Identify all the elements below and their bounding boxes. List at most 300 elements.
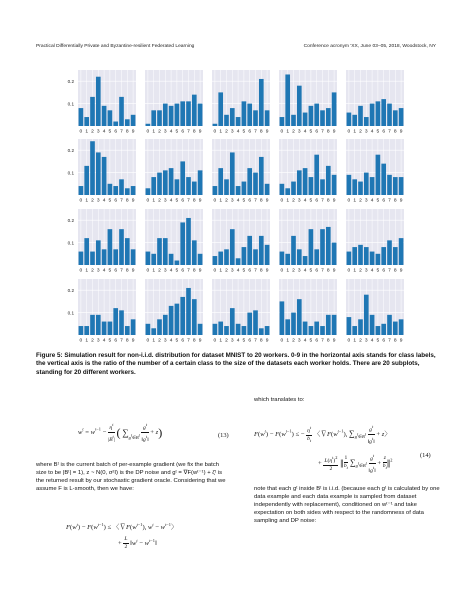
bar: [285, 74, 290, 126]
x-tick-label: 6: [248, 338, 252, 344]
bar: [280, 252, 285, 265]
subplot-17: [145, 279, 203, 344]
x-tick-label: 5: [175, 129, 179, 135]
x-tick-label: 4: [102, 268, 106, 274]
x-tick-label: 1: [85, 338, 89, 344]
x-tick-label: 9: [131, 198, 135, 204]
bar: [259, 328, 264, 335]
x-tick-label: 4: [370, 268, 374, 274]
x-tick-label: 5: [242, 268, 246, 274]
bar: [90, 97, 95, 126]
bar: [381, 164, 386, 195]
x-tick-label: 8: [393, 268, 397, 274]
x-tick-label: 5: [242, 129, 246, 135]
bar: [213, 324, 218, 335]
x-tick-label: 1: [353, 129, 357, 135]
bar: [265, 326, 270, 335]
x-tick-label: 5: [108, 338, 112, 344]
x-tick-label: 3: [96, 268, 100, 274]
y-tick-label: 0.1: [67, 310, 74, 316]
x-tick-label: 6: [315, 268, 319, 274]
bar: [381, 324, 386, 335]
bar: [364, 173, 369, 195]
bar: [218, 252, 223, 265]
bar: [370, 252, 375, 265]
bar: [253, 310, 258, 335]
bar: [186, 177, 191, 195]
bar: [131, 319, 136, 335]
x-tick-label: 4: [169, 129, 173, 135]
subplot-7: [145, 139, 203, 204]
x-tick-label: 5: [175, 268, 179, 274]
bar: [320, 179, 325, 195]
x-tick-label: 0: [79, 268, 83, 274]
bar: [332, 315, 337, 335]
bar: [242, 247, 247, 265]
x-tick-label: 1: [353, 338, 357, 344]
x-tick-label: 2: [359, 268, 362, 274]
bar: [303, 168, 308, 195]
bar: [247, 236, 252, 265]
x-tick-label: 2: [359, 338, 362, 344]
bar: [113, 308, 118, 335]
bar: [96, 152, 101, 195]
x-tick-label: 9: [332, 198, 336, 204]
bar: [192, 95, 197, 126]
x-tick-label: 7: [321, 198, 324, 204]
bar: [280, 301, 285, 335]
x-tick-label: 8: [393, 198, 397, 204]
bar: [347, 175, 352, 195]
bar: [393, 110, 398, 126]
bar: [291, 182, 296, 195]
bar: [236, 117, 241, 126]
bar: [347, 252, 352, 265]
x-tick-label: 8: [393, 129, 397, 135]
subplot-11: [68, 209, 136, 274]
x-tick-label: 4: [303, 198, 307, 204]
bar: [358, 182, 363, 195]
x-tick-label: 7: [254, 338, 257, 344]
bar: [236, 258, 241, 265]
y-tick-label: 0.1: [67, 240, 74, 246]
bar: [320, 110, 325, 126]
bar: [280, 184, 285, 195]
bar: [157, 238, 162, 265]
x-tick-label: 7: [254, 198, 257, 204]
x-tick-label: 5: [309, 338, 313, 344]
bar: [125, 238, 130, 265]
x-tick-label: 0: [347, 129, 351, 135]
x-tick-label: 8: [326, 268, 330, 274]
bar: [387, 240, 392, 265]
x-tick-label: 4: [169, 338, 173, 344]
subplot-18: [212, 279, 270, 344]
x-tick-label: 5: [242, 198, 246, 204]
x-tick-label: 4: [236, 338, 240, 344]
bar: [326, 227, 331, 265]
bar: [381, 99, 386, 126]
bar: [125, 119, 130, 126]
x-tick-label: 0: [213, 198, 217, 204]
translates-text: which translates to:: [254, 397, 305, 403]
x-tick-label: 1: [152, 338, 156, 344]
x-tick-label: 7: [187, 268, 190, 274]
x-tick-label: 7: [120, 268, 123, 274]
x-tick-label: 0: [213, 268, 217, 274]
bar: [163, 104, 168, 126]
x-tick-label: 3: [364, 198, 368, 204]
bar: [96, 240, 101, 265]
x-tick-label: 5: [242, 338, 246, 344]
x-tick-label: 1: [152, 198, 156, 204]
equation-14-line1: $F(w^t) - F(w^{t-1})$ ≤ − $\frac{\eta^t}{b_t}$ 〈$\nabla F(w^{t-1})$, $\sum_{g^t\in B^t}$ $\frac{g^t}{‖g^t‖}$ + z〉: [254, 424, 391, 445]
bar: [213, 124, 218, 126]
x-tick-label: 5: [108, 268, 112, 274]
bar: [84, 238, 89, 265]
bar: [79, 326, 84, 335]
x-tick-label: 3: [163, 129, 167, 135]
x-tick-label: 7: [254, 268, 257, 274]
subplot-19: [279, 279, 337, 344]
bar: [399, 108, 404, 126]
bar: [224, 326, 229, 335]
bar: [146, 324, 151, 335]
x-tick-label: 9: [198, 268, 202, 274]
x-tick-label: 8: [393, 338, 397, 344]
bar: [242, 182, 247, 195]
x-tick-label: 4: [370, 198, 374, 204]
subplot-20: [346, 279, 404, 344]
x-tick-label: 7: [120, 338, 123, 344]
x-tick-label: 6: [181, 268, 185, 274]
x-tick-label: 9: [399, 268, 403, 274]
bar: [119, 229, 124, 265]
bar: [108, 184, 113, 195]
bar: [90, 141, 95, 195]
x-tick-label: 7: [187, 338, 190, 344]
bar: [314, 249, 319, 265]
bar: [320, 326, 325, 335]
left-paragraph: where Bᵗ is the current batch of per-example gradient (we fix the batch size to be |Bᵗ| = 1), z ~ N(0, σ²I) is the DP noise and gᵗ = ∇F(wᵗ⁻¹) + ζᵗ is the returned result by our stochastic gradient oracle. Considering that we assume F is L-smooth, then we have:: [36, 462, 226, 492]
bar: [230, 152, 235, 195]
x-tick-label: 9: [131, 338, 135, 344]
x-tick-label: 1: [85, 129, 89, 135]
bar: [297, 299, 302, 335]
subplot-2: [145, 70, 203, 135]
x-tick-label: 2: [225, 129, 228, 135]
bar: [218, 92, 223, 126]
bar: [370, 315, 375, 335]
x-tick-label: 3: [163, 198, 167, 204]
x-tick-label: 2: [91, 129, 94, 135]
x-tick-label: 9: [265, 198, 269, 204]
x-tick-label: 1: [353, 198, 357, 204]
subplot-16: [68, 279, 136, 344]
subplot-5: [346, 70, 404, 135]
equation-14-number: (14): [420, 452, 431, 459]
bar: [259, 157, 264, 195]
bar: [370, 104, 375, 126]
bar: [90, 315, 95, 335]
bar: [309, 177, 314, 195]
bar: [151, 328, 156, 335]
x-tick-label: 0: [347, 198, 351, 204]
x-tick-label: 3: [297, 268, 301, 274]
bar: [79, 108, 84, 126]
bar: [163, 238, 168, 265]
x-tick-label: 6: [248, 268, 252, 274]
x-tick-label: 8: [326, 198, 330, 204]
bar: [297, 170, 302, 195]
x-tick-label: 0: [347, 268, 351, 274]
bar: [157, 173, 162, 195]
x-tick-label: 4: [102, 198, 106, 204]
x-tick-label: 2: [225, 268, 228, 274]
x-tick-label: 1: [85, 268, 89, 274]
x-tick-label: 9: [198, 129, 202, 135]
bar: [376, 326, 381, 335]
bar: [358, 245, 363, 265]
x-tick-label: 7: [120, 129, 123, 135]
bar: [186, 288, 191, 335]
x-tick-label: 7: [187, 129, 190, 135]
bar: [309, 229, 314, 265]
subplot-12: [145, 209, 203, 274]
x-tick-label: 5: [376, 268, 380, 274]
x-tick-label: 0: [280, 129, 284, 135]
y-tick-label: 0.1: [67, 101, 74, 107]
x-tick-label: 6: [382, 268, 386, 274]
bar: [180, 101, 185, 126]
subplot-13: [212, 209, 270, 274]
subplot-4: [279, 70, 337, 135]
y-tick-label: 0.2: [67, 78, 74, 84]
bar: [125, 326, 130, 335]
x-tick-label: 3: [297, 198, 301, 204]
x-tick-label: 0: [280, 198, 284, 204]
bar: [113, 249, 118, 265]
bar: [297, 249, 302, 265]
equation-13: $w^t = w^{t-1}$ − $\frac{\eta^t}{|B^t|}$ ( $\sum_{g^t\in B^t}$ $\frac{g^t}{‖g^t‖}$ + z): [78, 422, 163, 443]
x-tick-label: 4: [169, 268, 173, 274]
bar: [175, 179, 180, 195]
bar: [314, 155, 319, 195]
x-tick-label: 1: [152, 129, 156, 135]
x-tick-label: 4: [169, 198, 173, 204]
bar: [352, 247, 357, 265]
bar: [387, 315, 392, 335]
bar: [151, 110, 156, 126]
x-tick-label: 7: [388, 129, 391, 135]
x-tick-label: 6: [181, 129, 185, 135]
bar: [131, 186, 136, 195]
bar: [169, 306, 174, 335]
x-tick-label: 6: [114, 268, 118, 274]
x-tick-label: 1: [219, 198, 223, 204]
x-tick-label: 0: [79, 338, 83, 344]
x-tick-label: 5: [175, 198, 179, 204]
bar: [131, 249, 136, 265]
bar: [242, 326, 247, 335]
x-tick-label: 8: [192, 198, 196, 204]
bar: [125, 188, 130, 195]
x-tick-label: 1: [353, 268, 357, 274]
subplot-6: [68, 139, 136, 204]
bar: [352, 179, 357, 195]
x-tick-label: 3: [96, 129, 100, 135]
y-tick-label: 0.2: [67, 287, 74, 293]
x-tick-label: 5: [376, 338, 380, 344]
bar: [198, 170, 203, 195]
bar: [364, 295, 369, 335]
bar: [352, 326, 357, 335]
x-tick-label: 2: [225, 198, 228, 204]
bar: [242, 101, 247, 126]
bar: [108, 229, 113, 265]
x-tick-label: 5: [309, 198, 313, 204]
bar: [96, 77, 101, 126]
x-tick-label: 2: [91, 198, 94, 204]
x-tick-label: 0: [146, 198, 150, 204]
bar: [169, 106, 174, 126]
bar: [253, 249, 258, 265]
bar: [291, 236, 296, 265]
bar: [198, 104, 203, 126]
x-tick-label: 8: [259, 338, 263, 344]
bar: [326, 166, 331, 195]
x-tick-label: 4: [102, 129, 106, 135]
x-tick-label: 9: [131, 129, 135, 135]
x-tick-label: 6: [248, 129, 252, 135]
bar: [309, 106, 314, 126]
bar: [186, 101, 191, 126]
x-tick-label: 5: [309, 129, 313, 135]
bar: [358, 106, 363, 126]
x-tick-label: 6: [114, 338, 118, 344]
bar: [163, 315, 168, 335]
bar: [102, 249, 107, 265]
bar: [175, 261, 180, 265]
x-tick-label: 8: [125, 268, 129, 274]
x-tick-label: 3: [230, 198, 234, 204]
bar: [213, 186, 218, 195]
bar: [393, 177, 398, 195]
bar: [169, 168, 174, 195]
bar: [253, 110, 258, 126]
x-tick-label: 2: [292, 129, 295, 135]
x-tick-label: 6: [114, 198, 118, 204]
x-tick-label: 6: [114, 129, 118, 135]
bar: [230, 108, 235, 126]
bar: [326, 315, 331, 335]
bar: [285, 188, 290, 195]
x-tick-label: 4: [370, 129, 374, 135]
x-tick-label: 5: [108, 129, 112, 135]
bar: [180, 222, 185, 265]
x-tick-label: 5: [175, 338, 179, 344]
x-tick-label: 5: [376, 198, 380, 204]
x-tick-label: 4: [102, 338, 106, 344]
x-tick-label: 0: [280, 338, 284, 344]
x-tick-label: 1: [286, 268, 290, 274]
bar: [84, 326, 89, 335]
bar: [180, 161, 185, 195]
x-tick-label: 2: [91, 268, 94, 274]
x-tick-label: 3: [163, 338, 167, 344]
bar: [291, 313, 296, 335]
x-tick-label: 2: [158, 129, 161, 135]
x-tick-label: 4: [303, 129, 307, 135]
x-tick-label: 6: [248, 198, 252, 204]
subplot-9: [279, 139, 337, 204]
right-paragraph: note that each gᵗ inside Bᵗ is i.i.d. (because each gᵗ is calculated by one data example and each data example is sampled from dataset independently with replacement), conditioned on wᵗ⁻¹ and take expectation on both sides with respect to the randomness of data sampling and DP noise:: [254, 486, 440, 524]
x-tick-label: 2: [359, 198, 362, 204]
x-tick-label: 4: [370, 338, 374, 344]
x-tick-label: 3: [364, 129, 368, 135]
x-tick-label: 8: [259, 268, 263, 274]
bar: [218, 322, 223, 335]
x-tick-label: 3: [297, 129, 301, 135]
equation-14-line2: + $\frac{L(\eta^t)^2}{2}$ ‖ $\frac{1}{b_t}$ $\sum_{g^t\in B^t}$ $\frac{g^t}{‖g^t‖}$ + $\frac{z}{b_t}$ ‖$^2$: [318, 453, 393, 474]
x-tick-label: 3: [96, 198, 100, 204]
bar: [157, 110, 162, 126]
x-tick-label: 7: [254, 129, 257, 135]
x-tick-label: 9: [399, 198, 403, 204]
bar: [370, 177, 375, 195]
bar: [364, 117, 369, 126]
x-tick-label: 5: [108, 198, 112, 204]
running-header-title: Practical Differentially Private and Byzantine-resilient Federated Learning: [36, 44, 195, 49]
x-tick-label: 7: [388, 338, 391, 344]
bar: [102, 322, 107, 335]
bar: [303, 256, 308, 265]
bar: [108, 322, 113, 335]
bar: [146, 188, 151, 195]
smoothness-inequality: $F(w^t) - F(w^{t-1})$ ≤ 〈$\nabla F(w^{t-1})$, $w^t - w^{t-1}$〉: [66, 521, 178, 531]
x-tick-label: 1: [219, 268, 223, 274]
x-tick-label: 0: [347, 338, 351, 344]
bar: [175, 304, 180, 335]
bar: [247, 313, 252, 335]
bar: [399, 177, 404, 195]
bar: [198, 254, 203, 265]
bar: [163, 170, 168, 195]
x-tick-label: 2: [158, 338, 161, 344]
subplot-8: [212, 139, 270, 204]
x-tick-label: 9: [332, 338, 336, 344]
bar: [146, 124, 151, 126]
x-tick-label: 8: [326, 129, 330, 135]
x-tick-label: 2: [359, 129, 362, 135]
x-tick-label: 3: [230, 338, 234, 344]
bar: [157, 319, 162, 335]
x-tick-label: 8: [326, 338, 330, 344]
x-tick-label: 8: [125, 198, 129, 204]
x-tick-label: 9: [332, 268, 336, 274]
figure-caption: Figure 5: Simulation result for non-i.i.d. distribution for dataset MNIST to 20 workers. 0-9 in the horizontal axis stands for class labels, the vertical axis is the ratio of the number of a certain class to the size of the datasets each worker holds. There are 20 subplots, standing for 20 different workers.: [36, 352, 436, 376]
bar: [213, 256, 218, 265]
x-tick-label: 9: [399, 338, 403, 344]
bar: [399, 238, 404, 265]
x-tick-label: 9: [332, 129, 336, 135]
bar: [180, 297, 185, 335]
bar: [198, 324, 203, 335]
x-tick-label: 2: [158, 198, 161, 204]
x-tick-label: 9: [265, 129, 269, 135]
bar: [236, 324, 241, 335]
bar: [79, 252, 84, 265]
